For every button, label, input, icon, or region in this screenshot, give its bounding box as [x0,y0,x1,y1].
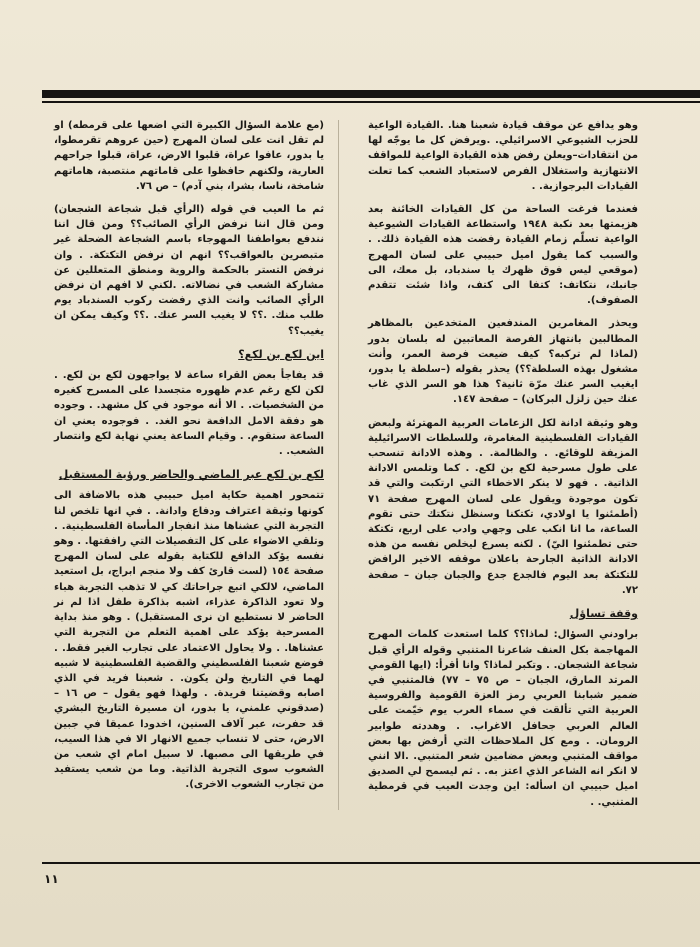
paragraph: تتمحور اهمية حكاية اميل حبيبي هذه بالاضافة الى كونها وثيقة اعتراف ودفاع وادانة. . في انها تلخص لنا التجربة التي عشناها منذ انفجار المأساة الفلسطينية. . وتلقي الاضواء على كل التفصيلات التي رافقتها. . وهو نفسه يؤكد الدافع للكتابة بقوله على لسان المهرج صفحة ١٥٤ (لست قارئ كف ولا منجم ابراج، بل استعيد الماضي، لالكي اتبع جراحاتك كي لا تذهب التجربة هباء ولا تعود الذاكرة عذراء، اشبه بذاكرة طفل اذا لم نر الحاضر لا نستطيع ان نرى المستقبل) . وهو منذ بداية المسرحية يؤكد على اهمية التعلم من التجربة التي عشناها. . ولا يحاول الاعتماد على تجارب الغير فقط. . فوضع شعبنا الفلسطيني والقضية الفلسطينية لا شبيه لهما في التاريخ ولن يكون. . شعبنا فريد في الذي اصابه وقضيتنا فريدة. . ولهذا فهو يقول – ص ١٦ – (صدقوني علمني، يا بدور، ان مسيرة التاريخ البشري قد حفرت، عبر آلاف السنين، اخدودا عميقا في جبين الارض، حتى لا تنساب جميع الانهار الا في هذا السيب، في طريقها الى مصبها. لا سبيل امام اي شعب من الشعوب سوى التجربة الذاتية. وما من شعب يستفيد من تجارب الشعوب الاخرى). [54,490,325,791]
section-heading: وقفة تساؤل [569,607,638,621]
page-number: ١١ [44,872,59,886]
paragraph: ثم ما العيب في قوله (الرأي قبل شجاعة الشجعان) ومن قال اننا نرفض الرأي الصائب؟؟ ومن قال اننا نندفع بعواطفنا المهوجاء باسم الشجاعة الضحلة غير متبصرين بالعواقب؟؟ انهم ان نرفض التكتكة. . وان نرفض التستر بالحكمة والروية ومنطق المتعللين عن مشاركة الشعب في نضالاته. .لكني لا افهم ان نرفض الرأي الصائب وانت الذي رفضت ركوب السندباد يوم طلب منك. .؟؟ لا يغيب السر عنك. .؟؟ وكيف يمكن ان يغيب؟؟ [54,204,324,337]
paragraph: وهو وثيقة ادانة لكل الزعامات العربية المهترئة ولبعض القيادات الفلسطينية المغامرة، وللسلطات الاسرائيلية المزيفة للوقائع. . والظالمة. . وهذه الادانة تنسحب على طول مسرحية لكع بن لكع. . كما وتلمس الادانة الذاتية. . فهو لا ينكر الاخطاء التي ارتكبت والتي قد تكون موجودة ويقول على لسان المهرج صفحة ٧١ (أطمئنوا يا اولادي، تكتكنا وسنظل نتكتك حتى تقوم الساعة، ما انا انكب على وجهي وادب على اربع، تكتكة حتى تطمئنوا اليّ) . لكنه يسرع ليخلص نفسه من هذه الادانة الذاتية الجارحة باعلان موقفه الاخير الرافض للتكتكة بعد اليوم فالجدع جدع والجبان جبان – صفحة ٧٢. [368,417,638,596]
paragraph: ويحذر المغامرين المندفعين المتخدعين بالمظاهر المطالبين بانتهاز الفرصة المعاتبين له بلسان بدور (لماذا لم تركبه؟ كيف ضيعت فرصة العمر، وأنت مشغول بهذه السلطة؟؟) يحذر بقوله (–سلطة يا بدور، ايغيب السر عنك مرّة ثانية؟ هذا هو السر الذي غاب عنك حين زلزل البركان) – صفحة ١٤٧. [368,318,638,406]
bottom-rule [42,862,700,864]
column-divider [338,120,339,810]
paragraph: (مع علامة السؤال الكبيرة التي اضعها على قرمطه) او لم تقل انت على لسان المهرج (حين عروهم تقرمطوا، يا بدور، عافوا عراة، قلبوا الارض، عراة، قبلوا جراحهم العارية، ولكنهم حافظوا على قاماتهم منتصبة، هاماتهم شامخة، ناسا، بشرا، بني آدم) – ص ٧٦. [54,120,324,192]
top-rule-thin [42,101,700,103]
section-heading: اين لكع بن لكع؟ [238,347,324,361]
paragraph: قد يفاجأ بعض القراء ساعة لا يواجهون لكع بن لكع. . لكن لكع رغم عدم ظهوره متجسدا على المسرح كغيره من الشخصيات. . الا أنه موجود في كل مشهد. . وجوده هو دفقة الامل الدافعة نحو الغد. . فوجوده يعني ان الساعة ستقوم. . وقيام الساعة يعني نهاية لكع وانتصار الشعب. . [54,370,324,458]
top-rule [42,90,700,98]
paragraph: براودني السؤال: لماذا؟؟ كلما استعدت كلمات المهرج المهاجمة بكل العنف شاعرنا المتنبي وقوله الرأي قبل شجاعة الشجعان. . وتكبر لماذا؟ وانا أقرأ: (ايها القومي المرتد المارق، الجبان – ص ٧٥ – ٧٧) فالمتنبي في ضمير شبابنا العربي رمز العزة القومية والفروسية العربية التي تألقت في سماء العرب يوم خيّمت على العالم العربي جحافل الاغراب. . وهددته طوابير الرومان. . ومع كل الملاحظات التي أرفض بها بعض مواقف المتنبي وبعض مضامين شعر المتنبي. .الا انني لا انكر انه الشاعر الذي اعتز به. . ثم ليسمح لي الصديق اميل حبيبي ان اسأله: اين وجدت العيب في قرمطية المتنبي. . [368,629,639,808]
paragraph: وهو يدافع عن موقف قيادة شعبنا هنا. .القيادة الواعية للحزب الشيوعي الاسرائيلي. .ويرفض كل ما يوجّه لها من انتقادات–ويعلن رفض هذه القيادة الواعية للمواقف الانتهازية واستغلال الفرص لاستعباد الشعب كما تعلت القيادات البرجوازية. . [368,120,638,192]
left-column [54,118,324,801]
paragraph: فعندما فرغت الساحة من كل القيادات الخائنة بعد هزيمتها بعد نكبة ١٩٤٨ واستطاعة القيادات الشيوعية الواعية تسلّم زمام القيادة رفضت هذه القيادة ذلك. . والسبب كما يقول اميل حبيبي على لسان المهرج (موقعي ليس فوق ظهرك يا سندباد، بل معك، الى جانبك، نتكاتف: كتفا الى كتف، واذا شئت تتقدم الصفوف). [368,204,639,307]
right-column [368,118,638,818]
section-heading: لكع بن لكع عبر الماضي والحاضر ورؤية المستقبل [58,468,324,482]
